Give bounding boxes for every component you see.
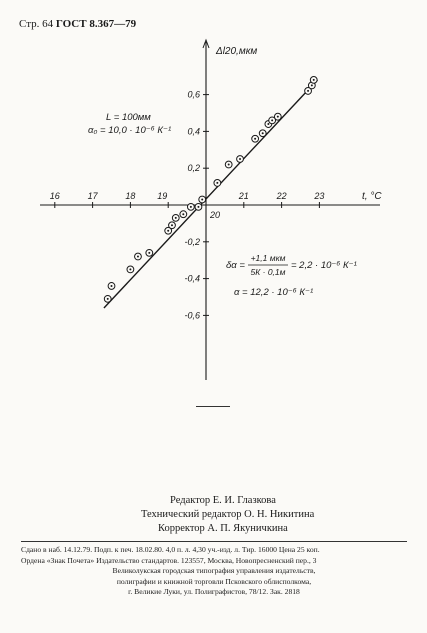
imprint-line-4: полиграфии и книжной торговли Псковского облисполкома, — [116, 576, 312, 586]
y-axis-label: Δl20,мкм — [216, 46, 258, 57]
corrector-credit: Корректор А. П. Якуничкина — [158, 523, 288, 534]
y-tick-label: 0,2 — [187, 163, 200, 174]
x-tick-label: 16 — [49, 191, 60, 201]
data-point — [135, 253, 142, 260]
tech-editor-credit: Технический редактор О. Н. Никитина — [141, 509, 315, 520]
x-axis-label: t, °C — [362, 191, 382, 202]
data-point — [172, 214, 179, 221]
credits-block — [0, 494, 427, 536]
imprint-line-5: г. Великие Луки, ул. Полиграфистов, 78/12. Зак. 2818 — [128, 587, 300, 596]
separator-line — [196, 406, 230, 407]
annotation-length: L = 100мм — [106, 112, 151, 123]
data-point — [237, 156, 244, 163]
x-tick-label: 18 — [125, 191, 136, 201]
imprint-line-2: Ордена «Знак Почета» Издательство стандартов. 123557, Москва, Новопресненский пер., 3 — [21, 555, 317, 565]
y-tick-label: -0,2 — [184, 236, 200, 247]
data-point — [225, 161, 232, 168]
y-tick-label: 0,4 — [187, 126, 200, 137]
origin-label: 20 — [209, 210, 221, 220]
imprint-line-1: Сдано в наб. 14.12.79. Подп. к печ. 18.02.80. 4,0 п. л. 4,30 уч.-изд. л. Тир. 16000 Цена 25 коп. — [21, 545, 320, 554]
x-tick-label: 17 — [87, 191, 98, 201]
editor-credit: Редактор Е. И. Глазкова — [170, 495, 276, 506]
x-tick-label: 22 — [276, 191, 287, 201]
annotation-delta-numerator: +1,1 мкм — [250, 253, 286, 263]
y-tick-label: -0,4 — [184, 273, 200, 284]
data-point — [127, 266, 134, 273]
x-tick-label: 23 — [314, 191, 325, 201]
imprint-block — [21, 545, 407, 598]
annotation-delta-denominator: 5К · 0,1м — [250, 267, 286, 277]
page-number: Стр. 64 — [19, 18, 54, 30]
data-point — [169, 222, 176, 229]
annotation-delta-lhs: δα = — [226, 260, 245, 271]
y-tick-label: -0,6 — [184, 310, 200, 321]
data-point — [108, 283, 115, 290]
data-point — [146, 249, 153, 256]
data-point — [199, 196, 206, 203]
data-point — [259, 130, 266, 137]
data-point — [274, 113, 281, 120]
data-point — [214, 180, 221, 187]
x-tick-label: 19 — [157, 191, 168, 201]
data-point — [180, 211, 187, 218]
annotation-alpha: α = 12,2 · 10⁻⁶ К⁻¹ — [234, 287, 314, 298]
imprint-line-3: Великолукская городская типография управления издательств, — [112, 566, 316, 575]
data-point — [310, 76, 317, 83]
imprint-rule — [21, 541, 407, 542]
annotation-delta-rhs: = 2,2 · 10⁻⁶ К⁻¹ — [291, 260, 357, 271]
data-point — [187, 203, 194, 210]
annotation-alpha0: α₀ = 10,0 · 10⁻⁶ К⁻¹ — [88, 125, 172, 136]
x-tick-label: 21 — [238, 191, 249, 201]
document-code: ГОСТ 8.367—79 — [55, 18, 137, 30]
data-point — [104, 295, 111, 302]
data-point — [195, 203, 202, 210]
y-tick-label: 0,6 — [187, 89, 200, 100]
data-point — [252, 135, 259, 142]
